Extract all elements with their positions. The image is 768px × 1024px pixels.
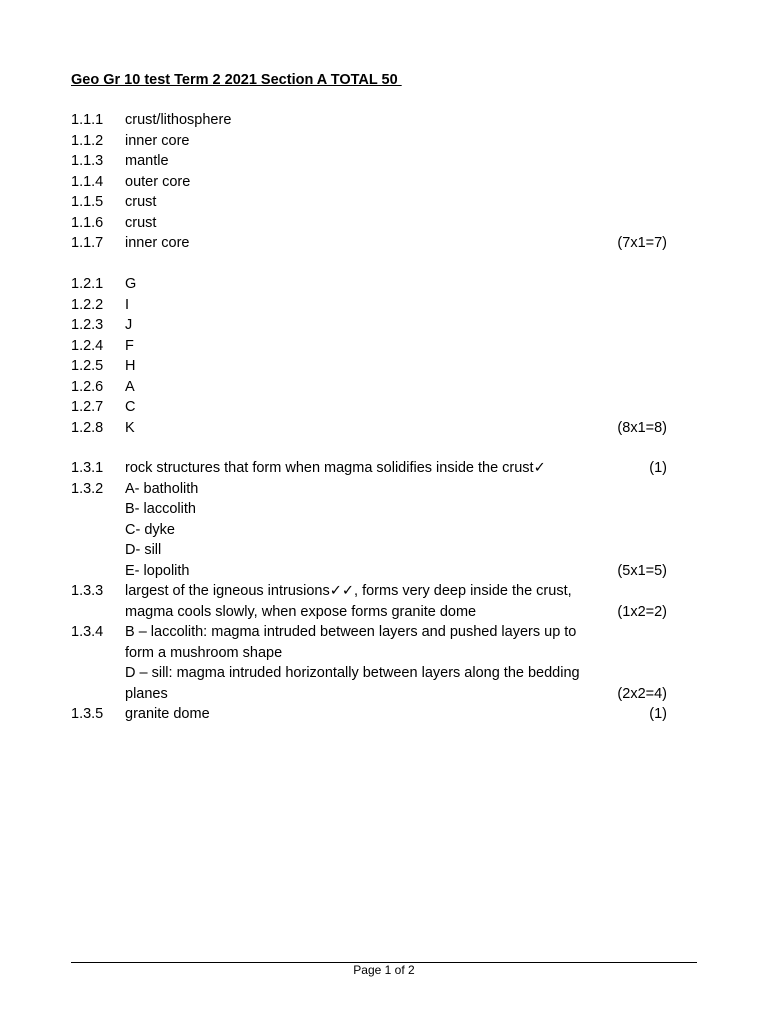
answer-text: outer core	[125, 173, 191, 190]
answer-text: granite dome	[125, 706, 210, 722]
question-number: 1.1.6	[71, 214, 104, 231]
answer-row	[0, 458, 768, 479]
answer-row	[0, 561, 768, 582]
answer-text: C- dyke	[125, 521, 175, 538]
answer-text: H	[125, 358, 136, 374]
answer-text: crust	[125, 214, 157, 231]
answer-row	[0, 520, 768, 541]
question-number: 1.3.1	[71, 460, 104, 476]
question-number: 1.2.5	[71, 358, 104, 374]
answer-text: inner core	[125, 132, 190, 149]
answer-text: F	[125, 337, 134, 354]
answer-row	[0, 192, 768, 213]
answer-row	[0, 356, 768, 377]
document-title: Geo Gr 10 test Term 2 2021 Section A TOTAL 50	[71, 72, 402, 88]
answer-row	[0, 397, 768, 418]
answer-text: I	[125, 296, 130, 313]
answer-text: G	[125, 276, 137, 292]
answer-row	[0, 110, 768, 131]
answer-text: K	[125, 419, 135, 436]
answer-text: form a mushroom shape	[125, 644, 283, 661]
answer-row	[0, 151, 768, 172]
answer-row	[0, 602, 768, 623]
question-number: 1.1.4	[71, 173, 104, 190]
answer-text: D – sill: magma intruded horizontally between layers along the bedding	[125, 665, 580, 681]
answer-row	[0, 581, 768, 602]
mark-allocation: (5x1=5)	[617, 562, 667, 579]
answer-text: rock structures that form when magma solidifies inside the crust✓	[125, 460, 546, 476]
answer-text: magma cools slowly, when expose forms granite dome	[125, 603, 477, 620]
mark-allocation: (8x1=8)	[617, 419, 667, 436]
mark-allocation: (1x2=2)	[617, 603, 667, 620]
mark-allocation: (1)	[649, 706, 667, 722]
answer-row	[0, 540, 768, 561]
answer-text: D- sill	[125, 542, 162, 558]
question-number: 1.2.1	[71, 276, 104, 292]
answer-row	[0, 233, 768, 254]
question-number: 1.1.7	[71, 235, 104, 251]
answer-row	[0, 315, 768, 336]
answer-text: mantle	[125, 153, 169, 169]
question-number: 1.3.2	[71, 480, 104, 497]
answer-text: B- laccolith	[125, 501, 196, 517]
mark-allocation: (7x1=7)	[617, 235, 667, 251]
question-number: 1.2.4	[71, 337, 104, 354]
answer-row	[0, 704, 768, 725]
mark-allocation: (1)	[649, 460, 667, 476]
question-number: 1.3.5	[71, 706, 104, 722]
question-number: 1.2.7	[71, 399, 104, 415]
question-number: 1.1.5	[71, 194, 104, 210]
answer-text: E- lopolith	[125, 562, 190, 579]
question-number: 1.2.2	[71, 296, 104, 313]
answer-text: C	[125, 399, 136, 415]
answer-row	[0, 295, 768, 316]
answer-row	[0, 213, 768, 234]
question-number: 1.1.1	[71, 112, 104, 128]
answer-row	[0, 479, 768, 500]
question-number: 1.3.4	[71, 624, 104, 640]
answer-text: planes	[125, 685, 168, 702]
question-number: 1.1.3	[71, 153, 104, 169]
answer-text: inner core	[125, 235, 190, 251]
answer-text: J	[125, 317, 133, 333]
answer-row	[0, 274, 768, 295]
answer-row	[0, 684, 768, 705]
question-number: 1.1.2	[71, 132, 104, 149]
answer-text: crust/lithosphere	[125, 112, 232, 128]
answer-row	[0, 377, 768, 398]
answer-row	[0, 643, 768, 664]
answer-text: A	[125, 378, 135, 395]
answer-row	[0, 622, 768, 643]
question-number: 1.2.8	[71, 419, 104, 436]
answer-row	[0, 663, 768, 684]
answer-text: B – laccolith: magma intruded between layers and pushed layers up to	[125, 624, 577, 640]
answer-text: crust	[125, 194, 157, 210]
answer-row	[0, 336, 768, 357]
answer-text: largest of the igneous intrusions✓✓, forms very deep inside the crust,	[125, 583, 572, 599]
answer-row	[0, 172, 768, 193]
answer-row	[0, 131, 768, 152]
mark-allocation: (2x2=4)	[617, 685, 667, 702]
answer-row	[0, 418, 768, 439]
question-number: 1.3.3	[71, 583, 104, 599]
answer-row	[0, 499, 768, 520]
answer-text: A- batholith	[125, 480, 199, 497]
question-number: 1.2.3	[71, 317, 104, 333]
question-number: 1.2.6	[71, 378, 104, 395]
page-number: Page 1 of 2	[353, 963, 415, 977]
